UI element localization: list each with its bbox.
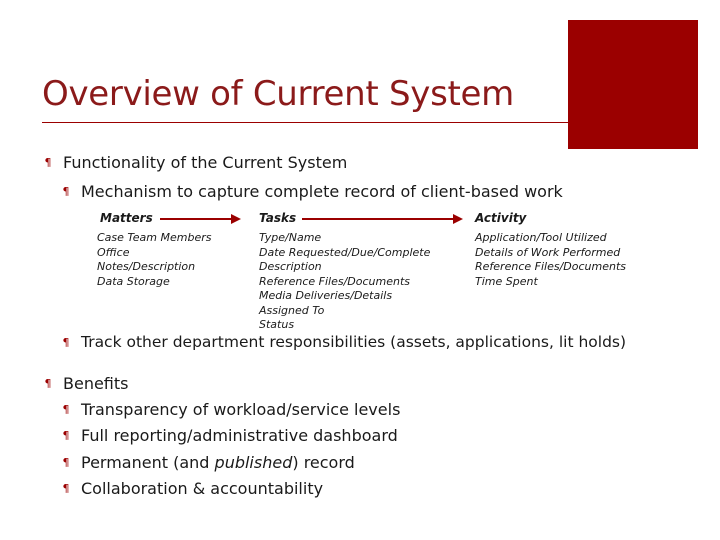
text-segment: ) record: [292, 453, 355, 472]
bullet-text: [81, 453, 355, 472]
column-list-tasks: [259, 231, 430, 333]
bullet-text: Mechanism to capture complete record of client-based work: [81, 182, 563, 201]
list-item: Status: [259, 318, 295, 331]
column-heading-activity: Activity: [475, 211, 527, 225]
accent-box: [568, 20, 698, 149]
column-list-activity: [475, 231, 626, 289]
list-item: Office: [97, 245, 130, 259]
bullet-text: Full reporting/administrative dashboard: [81, 426, 398, 445]
bullet-permanent: [60, 453, 355, 472]
arrow-tasks-to-activity-icon: [302, 212, 464, 226]
bullet-text: Track other department responsibilities (assets, applications, lit holds): [81, 333, 627, 351]
list-item: Assigned To: [259, 303, 325, 317]
column-heading-tasks: Tasks: [259, 211, 297, 225]
bullet-icon: ¶: [62, 456, 70, 469]
list-item: Reference Files/Documents: [475, 260, 626, 273]
bullet-benefits: [42, 374, 129, 393]
list-item: Type/Name: [259, 231, 322, 244]
bullet-text: Benefits: [63, 374, 129, 393]
column-heading-matters: Matters: [100, 211, 153, 225]
list-item: Application/Tool Utilized: [475, 231, 607, 244]
list-item: Date Requested/Due/Complete: [259, 245, 431, 259]
bullet-icon: ¶: [62, 335, 70, 349]
bullet-icon: ¶: [62, 403, 70, 416]
bullet-track: [60, 333, 626, 351]
list-item: Case Team Members: [97, 231, 212, 244]
bullet-text: Functionality of the Current System: [63, 153, 348, 172]
list-item: Media Deliveries/Details: [259, 289, 393, 302]
list-item: Data Storage: [97, 274, 170, 288]
text-segment: Permanent (and: [81, 453, 215, 472]
list-item: Time Spent: [475, 274, 538, 288]
bullet-icon: ¶: [44, 377, 52, 390]
bullet-icon: ¶: [62, 185, 70, 198]
bullet-transparency: [60, 400, 400, 419]
list-item: Reference Files/Documents: [259, 274, 410, 288]
arrow-matters-to-tasks-icon: [160, 212, 242, 226]
bullet-reporting: [60, 426, 398, 445]
list-item: Description: [259, 260, 322, 273]
list-item: Details of Work Performed: [475, 245, 621, 259]
slide-title: Overview of Current System: [42, 74, 514, 114]
list-item: Notes/Description: [97, 260, 196, 273]
bullet-collaboration: [60, 479, 323, 498]
bullet-text: Transparency of workload/service levels: [81, 400, 401, 419]
bullet-icon: ¶: [62, 482, 70, 495]
bullet-text: Collaboration & accountability: [81, 479, 324, 498]
emphasis-text: published: [214, 453, 293, 472]
column-list-matters: [97, 231, 211, 289]
bullet-icon: ¶: [44, 156, 52, 169]
bullet-icon: ¶: [62, 429, 70, 442]
bullet-functionality: [42, 153, 347, 172]
title-rule: [42, 122, 569, 123]
bullet-mechanism: [60, 182, 563, 201]
